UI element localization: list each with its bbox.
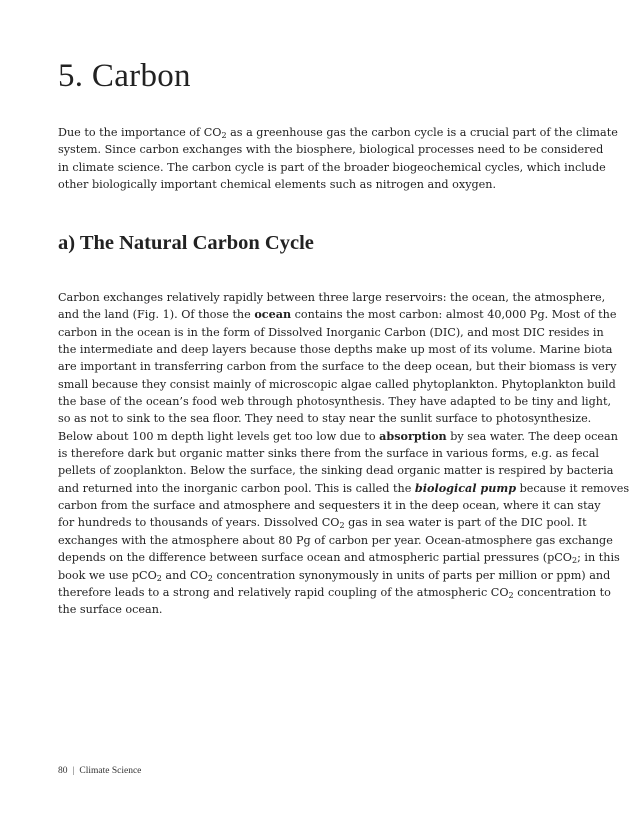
- text-line: other biologically important chemical elements such as nitrogen and oxygen.: [58, 178, 497, 192]
- body-paragraph: [58, 289, 630, 619]
- footer-separator: |: [72, 766, 75, 776]
- text-line: carbon in the ocean is in the form of Dissolved Inorganic Carbon (DIC), and most DIC resides in: [58, 325, 604, 339]
- text-line: depends on the difference between surface ocean and atmospheric partial pressures (pCO$_2$; in this: [58, 551, 620, 566]
- text-line: Carbon exchanges relatively rapidly between three large reservoirs: the ocean, the atmosphere,: [58, 291, 606, 304]
- text-line: so as not to sink to the sea floor. They need to stay near the sunlit surface to photosynthesize.: [58, 412, 592, 426]
- term-ocean: ocean: [254, 307, 292, 322]
- text-line: exchanges with the atmosphere about 80 Pg of carbon per year. Ocean-atmosphere gas exchange: [58, 533, 613, 547]
- text-line: and returned into the inorganic carbon pool. This is called the biological pump because it removes: [58, 480, 630, 495]
- text-line: pellets of zooplankton. Below the surface, the sinking dead organic matter is respired by bacteria: [58, 464, 614, 478]
- text-line: small because they consist mainly of microscopic algae called phytoplankton. Phytoplankton build: [58, 377, 616, 391]
- page-footer: [58, 766, 141, 776]
- term-biological-pump: biological pump: [414, 480, 517, 495]
- text-line: the intermediate and deep layers because those depths make up most of its volume. Marine biota: [58, 343, 613, 357]
- text-line: Due to the importance of $CO_2$ as a greenhouse gas the carbon cycle is a crucial part of the climate: [58, 126, 618, 141]
- term-absorption: absorption: [379, 428, 447, 443]
- page-number: 80: [58, 766, 68, 776]
- text-line: Below about 100 m depth light levels get too low due to absorption by sea water. The deep ocean: [58, 428, 618, 443]
- text-line: are important in transferring carbon from the surface to the deep ocean, but their biomass is very: [58, 360, 617, 374]
- text-line: carbon from the surface and atmosphere and sequesters it in the deep ocean, where it can stay: [58, 499, 601, 513]
- section-title: a) The Natural Carbon Cycle: [58, 232, 314, 254]
- chapter-title: 5. Carbon: [58, 58, 191, 94]
- text-line: book we use pCO$_2$ and $CO_2$ concentration synonymously in units of parts per million or ppm) and: [58, 568, 611, 583]
- intro-paragraph: [58, 124, 618, 193]
- text-line: the base of the ocean’s food web through photosynthesis. They have adapted to be tiny and light,: [58, 395, 612, 409]
- text-line: therefore leads to a strong and relatively rapid coupling of the atmospheric $CO_2$ concentration to: [58, 585, 611, 600]
- text-line: the surface ocean.: [58, 603, 163, 617]
- text-line: is therefore dark but organic matter sinks there from the surface in various forms, e.g. as fecal: [58, 447, 599, 461]
- text-line: in climate science. The carbon cycle is part of the broader biogeochemical cycles, which include: [58, 160, 606, 174]
- text-line: and the land (Fig. 1). Of those the ocean contains the most carbon: almost 40,000 Pg. Most of the: [58, 307, 617, 322]
- book-title: Climate Science: [79, 766, 142, 776]
- text-line: system. Since carbon exchanges with the biosphere, biological processes need to be considered: [58, 143, 604, 157]
- text-line: for hundreds to thousands of years. Dissolved $CO_2$ gas in sea water is part of the DIC pool. It: [58, 516, 587, 531]
